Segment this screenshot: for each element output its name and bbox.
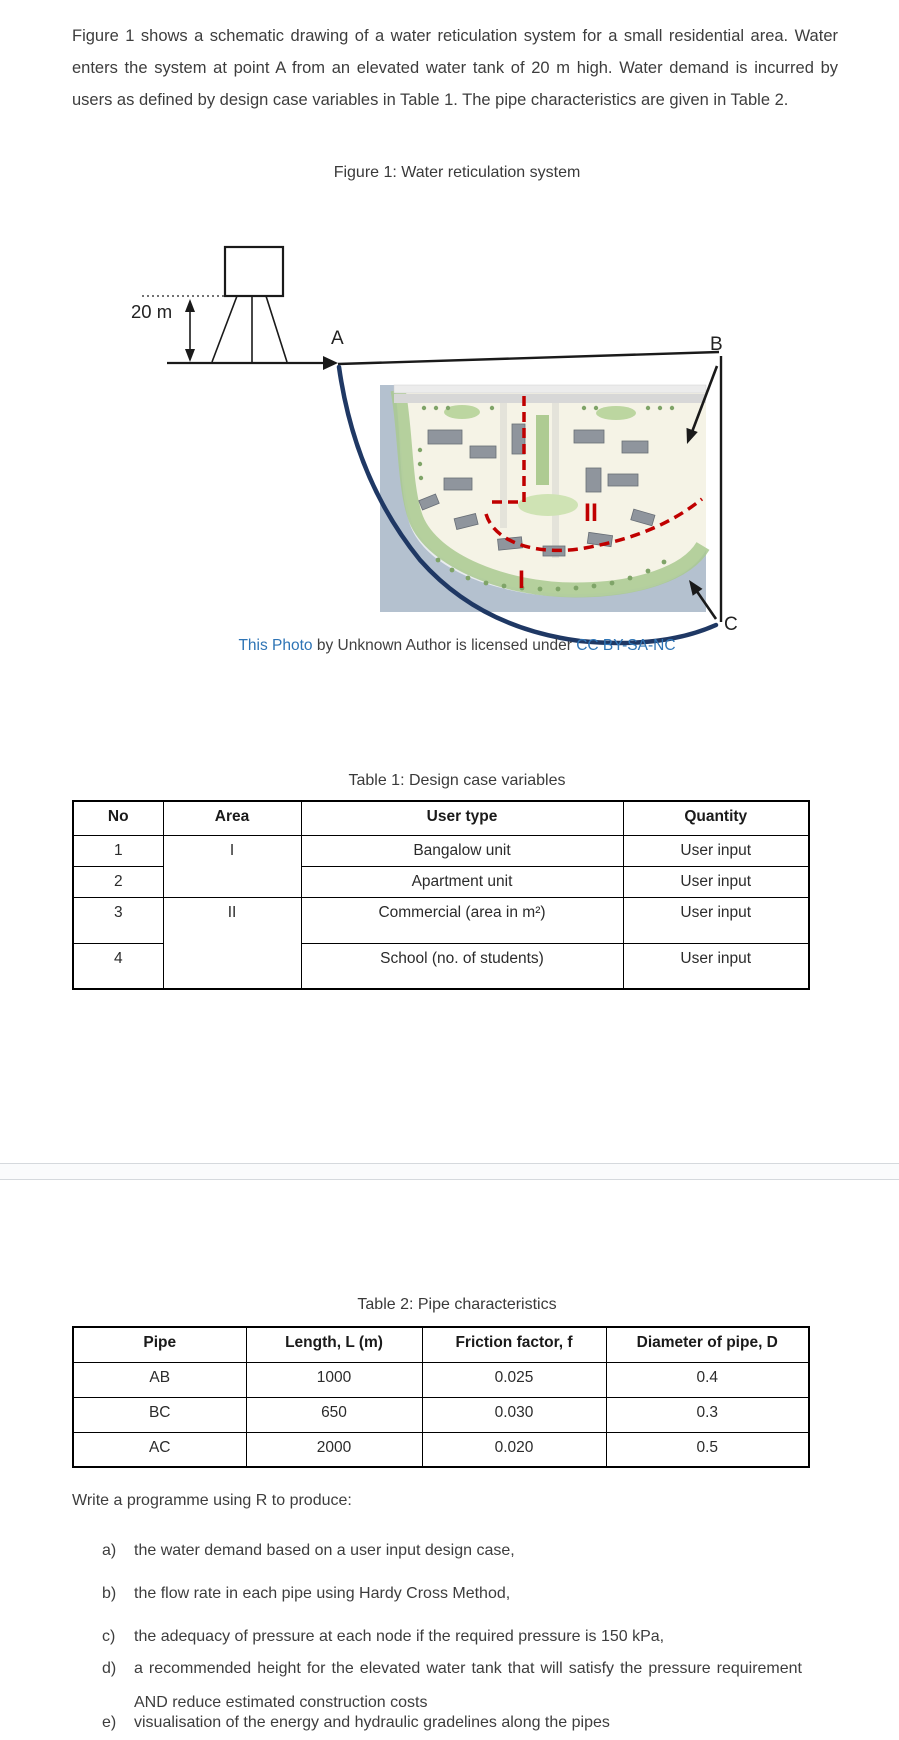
cell-user-type: Apartment unit bbox=[301, 866, 623, 897]
figure-title: Figure 1: Water reticulation system bbox=[333, 164, 581, 181]
cell-user-type: Commercial (area in m²) bbox=[301, 897, 623, 943]
task-marker: c) bbox=[102, 1628, 116, 1645]
table1-header-area: Area bbox=[163, 801, 301, 835]
cell-user-type: School (no. of students) bbox=[301, 943, 623, 989]
cell-no: 4 bbox=[73, 943, 163, 989]
cell-pipe: AC bbox=[73, 1432, 246, 1467]
task-marker: b) bbox=[102, 1585, 117, 1602]
table1-header-quantity: Quantity bbox=[623, 801, 809, 835]
cell-length: 1000 bbox=[246, 1362, 422, 1397]
cell-area: II bbox=[163, 897, 301, 989]
area-ii-label: II bbox=[584, 499, 598, 527]
table-row bbox=[73, 835, 809, 866]
task-item-e bbox=[102, 1706, 802, 1740]
design-case-table bbox=[72, 800, 810, 990]
task-text: the water demand based on a user input design case, bbox=[134, 1542, 515, 1559]
node-c-label: C bbox=[724, 614, 738, 635]
cell-friction: 0.025 bbox=[422, 1362, 606, 1397]
figure-1-diagram bbox=[80, 180, 760, 655]
caption-link-this-photo[interactable]: This Photo bbox=[238, 637, 313, 654]
cell-quantity: User input bbox=[623, 943, 809, 989]
cell-no: 1 bbox=[73, 835, 163, 866]
cell-quantity: User input bbox=[623, 835, 809, 866]
task-text: the flow rate in each pipe using Hardy Cross Method, bbox=[134, 1585, 511, 1602]
figure-caption bbox=[72, 637, 842, 655]
cell-length: 2000 bbox=[246, 1432, 422, 1467]
pipe-characteristics-table bbox=[72, 1326, 810, 1468]
area-i-label: I bbox=[518, 566, 525, 594]
cell-pipe: BC bbox=[73, 1397, 246, 1432]
cell-diameter: 0.3 bbox=[606, 1397, 809, 1432]
table1-title: Table 1: Design case variables bbox=[348, 772, 566, 789]
tank-height-dimension bbox=[185, 299, 195, 362]
cell-friction: 0.020 bbox=[422, 1432, 606, 1467]
table2-header-pipe: Pipe bbox=[73, 1327, 246, 1362]
table-row bbox=[73, 897, 809, 943]
water-tank-icon bbox=[212, 247, 287, 362]
caption-text: by Unknown Author is licensed under bbox=[312, 637, 577, 654]
cell-user-type: Bangalow unit bbox=[301, 835, 623, 866]
table-row bbox=[73, 1362, 809, 1397]
task-marker: e) bbox=[102, 1714, 117, 1731]
table-header-row bbox=[73, 801, 809, 835]
task-marker: d) bbox=[102, 1660, 117, 1677]
tasks-intro: Write a programme using R to produce: bbox=[72, 1492, 352, 1509]
task-item-b bbox=[102, 1577, 802, 1611]
cell-pipe: AB bbox=[73, 1362, 246, 1397]
site-plan-map bbox=[380, 385, 706, 612]
task-item-c bbox=[102, 1620, 802, 1654]
cell-diameter: 0.5 bbox=[606, 1432, 809, 1467]
node-b-label: B bbox=[710, 334, 723, 355]
task-text: a recommended height for the elevated water tank that will satisfy the pressure requirement AND reduce estimated construction costs bbox=[134, 1660, 802, 1711]
table2-title: Table 2: Pipe characteristics bbox=[357, 1296, 557, 1313]
node-a-label: A bbox=[331, 328, 344, 349]
table2-header-length: Length, L (m) bbox=[246, 1327, 422, 1362]
cell-no: 2 bbox=[73, 866, 163, 897]
page-break-divider bbox=[0, 1163, 899, 1180]
cell-quantity: User input bbox=[623, 866, 809, 897]
table-header-row bbox=[73, 1327, 809, 1362]
task-text: the adequacy of pressure at each node if the required pressure is 150 kPa, bbox=[134, 1628, 665, 1645]
task-text: visualisation of the energy and hydraulic gradelines along the pipes bbox=[134, 1714, 610, 1731]
cell-diameter: 0.4 bbox=[606, 1362, 809, 1397]
cell-no: 3 bbox=[73, 897, 163, 943]
task-marker: a) bbox=[102, 1542, 117, 1559]
table2-header-diameter: Diameter of pipe, D bbox=[606, 1327, 809, 1362]
table1-header-user-type: User type bbox=[301, 801, 623, 835]
pipe-ab-line bbox=[338, 352, 719, 364]
table2-header-friction: Friction factor, f bbox=[422, 1327, 606, 1362]
cell-friction: 0.030 bbox=[422, 1397, 606, 1432]
cell-area: I bbox=[163, 835, 301, 897]
table-row bbox=[73, 1397, 809, 1432]
caption-link-license[interactable]: CC BY-SA-NC bbox=[576, 637, 676, 654]
table-row bbox=[73, 1432, 809, 1467]
tank-height-label: 20 m bbox=[131, 301, 173, 322]
table1-header-no: No bbox=[73, 801, 163, 835]
task-item-a bbox=[102, 1534, 802, 1568]
cell-quantity: User input bbox=[623, 897, 809, 943]
cell-length: 650 bbox=[246, 1397, 422, 1432]
intro-paragraph: Figure 1 shows a schematic drawing of a water reticulation system for a small residential area. Water enters the system at point A from an elevated water tank of 20 m high. Water demand is incurred by users as defined by design case variables in Table 1. The pipe characteristics are given in Table 2. bbox=[72, 27, 838, 109]
